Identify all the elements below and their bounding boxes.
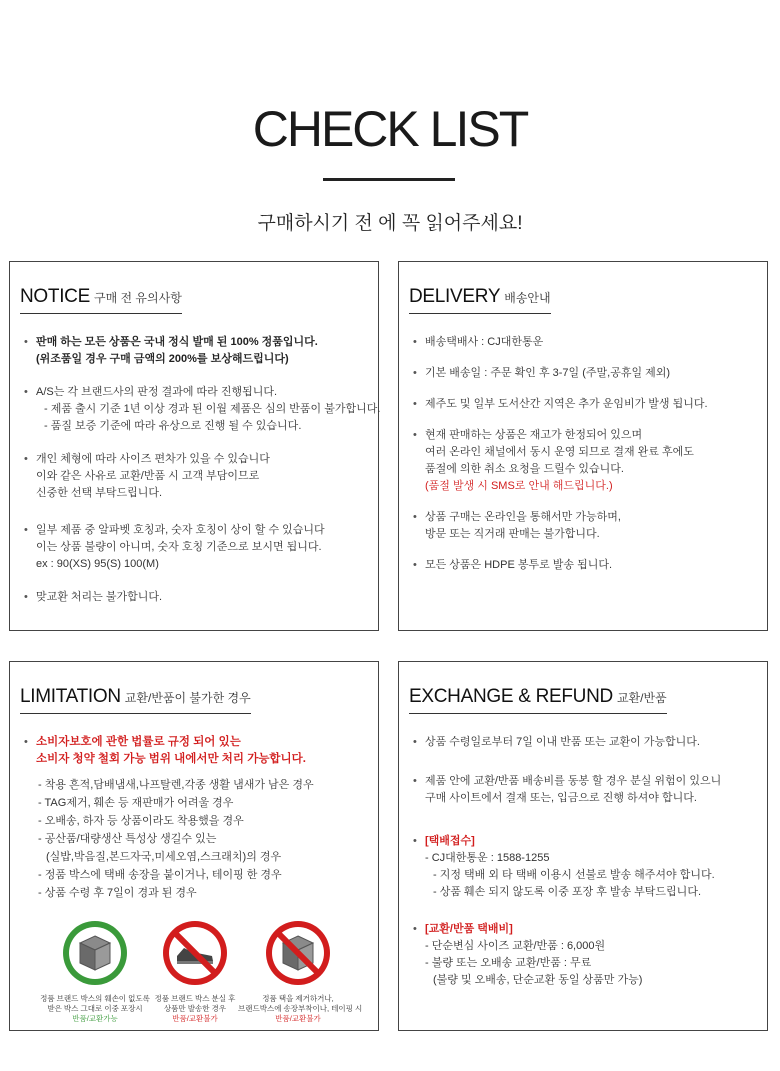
notice-item: • 개인 체형에 따라 사이즈 편차가 있을 수 있습니다 이와 같은 사유로 교환/반품 시 고객 부담이므로 신중한 선택 부탁드립니다. xyxy=(24,453,270,499)
list-item: - 공산품/대량생산 특성상 생길수 있는 xyxy=(38,833,217,845)
box-ok-icon xyxy=(62,920,128,986)
bullet-icon: • xyxy=(413,398,417,410)
delivery-item: • 제주도 및 일부 도서산간 지역은 추가 운임비가 발생 됩니다. xyxy=(411,396,759,413)
fee-heading: [교환/반품 택배비] xyxy=(425,923,513,935)
bullet-icon: • xyxy=(413,559,417,571)
notice-item: • A/S는 각 브랜드사의 판정 결과에 따라 진행됩니다. - 제품 출시 기준 1년 이상 경과 된 이월 제품은 심의 반품이 불가합니다. - 품질 보증 기준에 따라 유상으로 진행 될 수 있습니다. xyxy=(24,386,381,432)
bullet-icon: • xyxy=(24,386,28,398)
shoe-prohibited-icon xyxy=(162,920,228,986)
limitation-section xyxy=(9,661,379,1031)
bullet-icon: • xyxy=(24,524,28,536)
exchange-item: • 상품 수령일로부터 7일 이내 반품 또는 교환이 가능합니다. xyxy=(411,734,759,751)
title-underline xyxy=(323,178,455,181)
bullet-icon: • xyxy=(413,367,417,379)
status-badge: 반품/교환가능 xyxy=(72,1014,118,1023)
bullet-icon: • xyxy=(24,336,28,348)
delivery-section xyxy=(398,261,768,631)
limitation-subtitle: 교환/반품이 불가한 경우 xyxy=(124,691,251,705)
bullet-icon: • xyxy=(24,453,28,465)
delivery-item: • 기본 배송일 : 주문 확인 후 3-7일 (주말,공휴일 제외) xyxy=(411,365,759,382)
bullet-icon: • xyxy=(413,336,417,348)
bullet-icon: • xyxy=(413,835,417,847)
list-item: - 오배송, 하자 등 상품이라도 착용했을 경우 xyxy=(38,815,244,827)
status-badge: 반품/교환불가 xyxy=(172,1014,218,1023)
page-title: CHECK LIST xyxy=(252,101,528,157)
fee-info: • [교환/반품 택배비] - 단순변심 사이즈 교환/반품 : 6,000원 - 불량 또는 오배송 교환/반품 : 무료 (불량 및 오배송, 단순교환 동일 상품만 가능) xyxy=(411,921,759,989)
box-prohibited-icon xyxy=(265,920,331,986)
list-item: - 상품 수령 후 7일이 경과 된 경우 xyxy=(38,887,197,899)
status-badge: 반품/교환불가 xyxy=(275,1014,321,1023)
icon-box-ok-group: 정품 브랜드 박스의 훼손이 없도록 받은 박스 그대로 이중 포장시 반품/교환가능 xyxy=(35,920,155,1024)
delivery-title: DELIVERY xyxy=(409,286,501,307)
exchange-section xyxy=(398,661,768,1031)
page-subtitle: 구매하시기 전 에 꼭 읽어주세요! xyxy=(257,213,523,234)
notice-title: NOTICE xyxy=(20,286,90,307)
list-item: - 착용 흔적,담배냄새,나프탈렌,각종 생활 냄새가 남은 경우 xyxy=(38,779,314,791)
bullet-icon: • xyxy=(24,736,28,748)
limitation-heading xyxy=(20,686,251,714)
notice-subtitle: 구매 전 유의사항 xyxy=(93,291,182,305)
bullet-icon: • xyxy=(413,775,417,787)
packaging-icons xyxy=(10,920,378,1030)
bullet-icon: • xyxy=(413,736,417,748)
notice-section xyxy=(9,261,379,631)
delivery-item: • 모든 상품은 HDPE 봉투로 발송 됩니다. xyxy=(411,557,759,574)
notice-item: • 일부 제품 중 알파벳 호칭과, 숫자 호칭이 상이 할 수 있습니다 이는 상품 불량이 아니며, 숫자 호칭 기준으로 보시면 됩니다. ex : 90(XS) 95(S) 100(M) xyxy=(24,524,325,570)
delivery-item: • 상품 구매는 온라인을 통해서만 가능하며, 방문 또는 직거래 판매는 불가합니다. xyxy=(413,511,621,540)
notice-heading xyxy=(20,286,182,314)
icon-box-no-group: 정품 택을 제거하거나, 브랜드박스에 송장부착이나, 테이핑 시 반품/교환불가 xyxy=(238,920,358,1024)
list-item: - TAG제거, 훼손 등 재판매가 어려울 경우 xyxy=(38,797,234,809)
bullet-icon: • xyxy=(413,923,417,935)
sms-notice: (품절 발생 시 SMS로 안내 해드립니다.) xyxy=(425,480,613,492)
courier-heading: [택배접수] xyxy=(425,835,475,847)
list-item: (실밥,박음질,본드자국,미세오염,스크래치)의 경우 xyxy=(46,851,282,863)
limitation-title: LIMITATION xyxy=(20,686,121,707)
delivery-subtitle: 배송안내 xyxy=(504,291,551,305)
bullet-icon: • xyxy=(413,511,417,523)
limitation-lead: • 소비자보호에 관한 법률로 규정 되어 있는 소비자 청약 철회 가능 범위 내에서만 처리 가능합니다. xyxy=(24,736,306,765)
courier-info: • [택배접수] - CJ대한통운 : 1588-1255 - 지정 택배 외 타 택배 이용시 선불로 발송 해주셔야 합니다. - 상품 훼손 되지 않도록 이중 포장 후 발송 부탁드립니다. xyxy=(411,833,759,901)
bullet-icon: • xyxy=(24,591,28,603)
exchange-heading xyxy=(409,686,667,714)
delivery-item: • 배송택배사 : CJ대한통운 xyxy=(411,334,759,351)
notice-item: • 맞교환 처리는 불가합니다. xyxy=(22,589,370,606)
delivery-heading xyxy=(409,286,551,314)
bullet-icon: • xyxy=(413,429,417,441)
notice-item: • 판매 하는 모든 상품은 국내 정식 발매 된 100% 정품입니다. (위조품일 경우 구매 금액의 200%를 보상해드립니다) xyxy=(24,336,318,365)
exchange-subtitle: 교환/반품 xyxy=(616,691,667,705)
limitation-list xyxy=(22,776,370,902)
exchange-item: • 제품 안에 교환/반품 배송비를 동봉 할 경우 분실 위험이 있으니 구매 사이트에서 결재 또는, 입금으로 진행 하셔야 합니다. xyxy=(413,775,722,804)
list-item: - 정품 박스에 택배 송장을 붙이거나, 테이핑 한 경우 xyxy=(38,869,282,881)
icon-shoe-no-group: 정품 브랜드 박스 분실 후 상품만 발송한 경우 반품/교환불가 xyxy=(135,920,255,1024)
delivery-item: • 현재 판매하는 상품은 재고가 한정되어 있으며 여러 온라인 채널에서 동시 운영 되므로 결재 완료 후에도 품절에 의한 취소 요청을 드릴수 있습니다. (품절 발생 시 SMS로 안내 해드립니다.) xyxy=(411,427,759,495)
header xyxy=(0,0,780,260)
exchange-title: EXCHANGE & REFUND xyxy=(409,686,613,707)
